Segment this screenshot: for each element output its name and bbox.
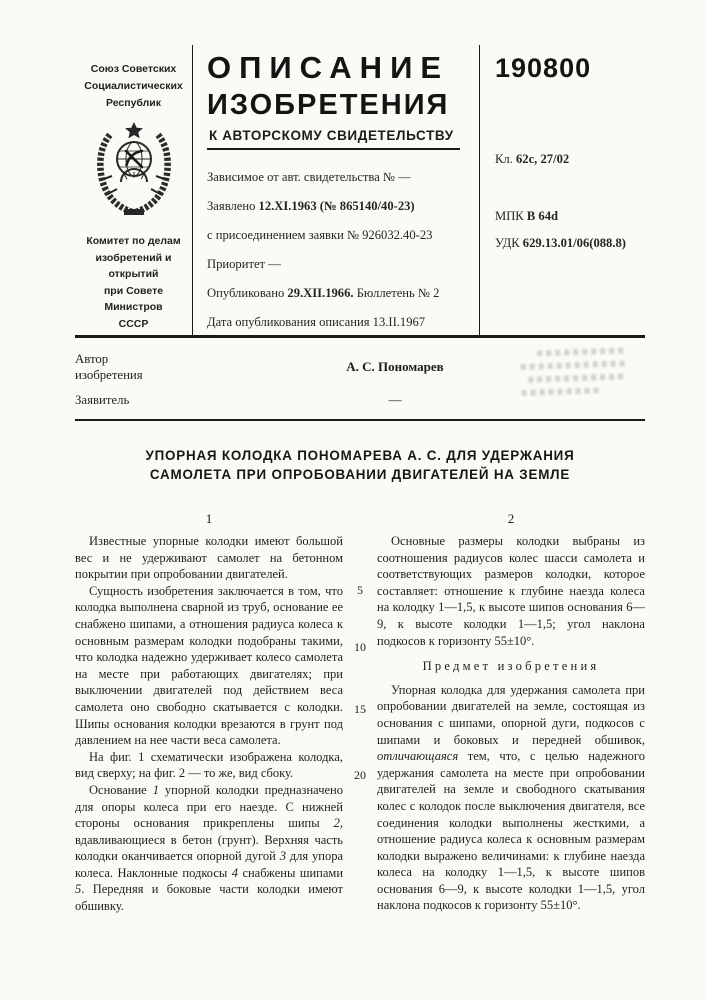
classification-class: Кл. 62с, 27/02 (495, 152, 570, 166)
column-marker: 1 (205, 511, 213, 526)
field-priority: Приоритет — (207, 257, 281, 271)
union-name-line: Союз Советских (90, 63, 177, 75)
header-center (193, 45, 480, 337)
field-filed: Заявлено 12.XI.1963 (№ 865140/40-23) (207, 199, 415, 213)
paragraph: Основные размеры колодки выбраны из соотношения радиусов колес шасси самолета и соответствующих размеров колодки, которое составляет: отношение к глубине наезда колеса на колодку 1—1,5, к высоте шипов основания 6—9, к высоте колодки 1—1,5; угол наклона подкосов к горизонту 55±10°. (377, 534, 645, 648)
field-description-date: Дата опубликования описания 13.II.1967 (207, 315, 426, 329)
line-number: 20 (354, 768, 366, 782)
author-label: Автор изобретения (75, 352, 143, 382)
invention-title-line: САМОЛЕТА ПРИ ОПРОБОВАНИИ ДВИГАТЕЛЕЙ НА ЗЕМЛЕ (149, 467, 571, 482)
author-name: А. С. Пономарев (346, 359, 444, 374)
issuer-panel (75, 45, 193, 337)
patent-number: 190800 (495, 53, 592, 83)
invention-title (75, 446, 645, 484)
filing-fields (207, 163, 471, 337)
paragraph: Известные упорные колодки имеют большой вес и не удерживают самолет на бетонном покрытии при опробовании двигателей. (75, 534, 343, 582)
column-marker: 2 (507, 511, 515, 526)
line-number: 10 (354, 640, 366, 654)
claims-heading: Предмет изобретения (422, 659, 600, 674)
ussr-emblem-icon (75, 120, 192, 223)
right-column (377, 511, 645, 915)
author-block (75, 338, 645, 421)
library-stamp (514, 340, 644, 410)
committee-line: Комитет по делам (86, 235, 181, 247)
union-name-line: Социалистических (84, 80, 183, 92)
applicant-label: Заявитель (75, 393, 130, 407)
classification-udk: УДК 629.13.01/06(088.8) (495, 236, 626, 250)
committee-line: изобретений и открытий (95, 251, 172, 280)
committee-line: при Совете Министров (103, 284, 164, 313)
document-header (75, 45, 645, 338)
paragraph: На фиг. 1 схематически изображена колодка, вид сверху; на фиг. 2 — то же, вид сбоку. (75, 749, 343, 781)
applicant-value: — (388, 392, 402, 407)
invention-title-line: УПОРНАЯ КОЛОДКА ПОНОМАРЕВА А. С. ДЛЯ УДЕРЖАНИЯ (145, 448, 575, 463)
field-published: Опубликовано 29.XII.1966. Бюллетень № 2 (207, 286, 440, 300)
header-right (480, 45, 645, 337)
left-column (75, 511, 343, 915)
field-joined-application: с присоединением заявки № 926032.40-23 (207, 228, 433, 242)
body-columns (75, 511, 645, 915)
committee-name (75, 233, 192, 332)
paragraph: Основание 1 упорной колодки предназначено для опоры колеса при его наезде. С нижней стороны основания прикреплены шипы 2, вдавливающиеся в бетон (грунт). Верхняя часть колодки оканчивается опорной дугой 3 для упора колеса. Наклонные подкосы 4 снабжены шипами 5. Передняя и боковые части колодки имеют обшивку. (75, 782, 344, 914)
field-dependent: Зависимое от авт. свидетельства № — (207, 170, 411, 184)
claim-paragraph: Упорная колодка для удержания самолета при опробовании двигателей на земле, состоящая из основания с шипами, опорной дуги, подкосов с шипами и боковых и передней обшивок, отличающаяся тем, что, с целью надежного удержания самолета на месте при опробовании двигателей на земле и свободного скатывания колес с колодок после выключения двигателя, все соединения колодки выполнены жесткими, а отношение радиуса колеса к основным размерам колодки выражено величинами: к глубине наезда колеса на колодку 1—1,5, к высоте шипов основания 6—9, к высоте колодки 1—1,5, угол наклона подкосов к горизонту 55±10°. (377, 682, 645, 913)
page-content (75, 45, 645, 915)
doc-type-title: ИЗОБРЕТЕНИЯ (207, 89, 450, 121)
line-number-gutter (343, 511, 377, 915)
committee-line: СССР (118, 317, 149, 330)
line-number: 15 (354, 702, 366, 716)
doc-type-title: ОПИСАНИЕ (207, 50, 450, 85)
paragraph: Сущность изобретения заключается в том, что колодка выполнена сварной из труб, основание ее снабжено шипами, а отношения радиуса колеса к основным размерам колодки подобраны такими, что колодка надежно удерживает колесо самолета на месте при работающих двигателях; при выключении двигателей под действием веса самолета оно свободно скатывается с колодки. Шипы основания колодки врезаются в грунт под давлением на нее части веса самолета. (75, 583, 343, 748)
doc-subtitle: К АВТОРСКОМУ СВИДЕТЕЛЬСТВУ (207, 128, 460, 150)
union-name (75, 61, 192, 112)
union-name-line: Республик (105, 97, 162, 109)
classification-mpk: МПК В 64d (495, 209, 559, 223)
line-number: 5 (357, 583, 363, 597)
